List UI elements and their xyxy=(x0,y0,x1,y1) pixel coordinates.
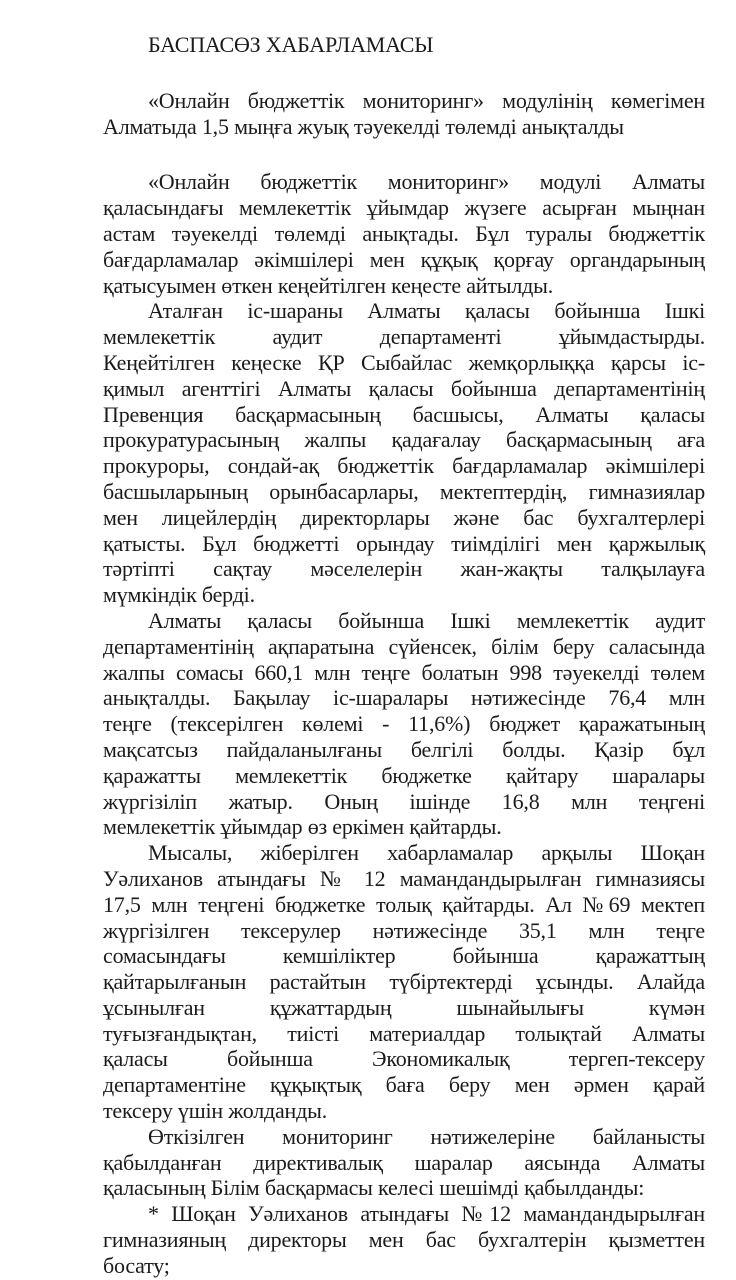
text-line: 17,5 млн теңгені бюджетке толық қайтарды. Ал №69 мектеп xyxy=(103,891,705,917)
text-line: қаражатты мемлекеттік бюджетке қайтару шаралары xyxy=(103,762,705,788)
text-line: жүргізілген тексерулер нәтижесінде 35,1 млн теңге xyxy=(103,917,705,943)
text-line: прокуратурасының жалпы қадағалау басқармасының аға xyxy=(103,427,705,453)
text-line: Алматыда 1,5 мыңға жуық тәуекелді төлемді анықталды xyxy=(103,113,624,139)
text-line: қатысуымен өткен кеңейтілген кеңесте айтылды. xyxy=(103,272,554,298)
text-line: гимназияның директоры мен бас бухгалтерін қызметтен xyxy=(103,1227,705,1253)
text-line: Превенция басқармасының басшысы, Алматы қаласы xyxy=(103,401,705,427)
text-line: қатысты. Бұл бюджетті орындау тиімділігі мен қаржылық xyxy=(103,530,705,556)
text-line: прокуроры, сондай-ақ бюджеттік бағдарламалар әкімшілері xyxy=(103,453,705,479)
text-line: жалпы сомасы 660,1 млн теңге болатын 998 тәуекелді төлем xyxy=(103,659,705,685)
paragraph xyxy=(103,608,705,840)
document-title: БАСПАСӨЗ ХАБАРЛАМАСЫ xyxy=(148,32,434,57)
text-line: жүргізіліп жатыр. Оның ішінде 16,8 млн теңгені xyxy=(103,788,705,814)
text-line: Өткізілген мониторинг нәтижелеріне байланысты xyxy=(148,1123,705,1149)
text-line: Кеңейтілген кеңеске ҚР Сыбайлас жемқорлыққа қарсы іс- xyxy=(103,349,705,375)
paragraph xyxy=(103,840,705,1124)
text-line: «Онлайн бюджеттік мониторинг» модулінің көмегімен xyxy=(148,87,705,113)
text-line: қабылданған директивалық шаралар аясында Алматы xyxy=(103,1149,705,1175)
text-line: теңге (тексерілген көлемі - 11,6%) бюджет қаражатының xyxy=(103,711,705,737)
text-line: мемлекеттік ұйымдар өз еркімен қайтарды. xyxy=(103,814,502,840)
text-line: астам тәуекелді төлемді анықтады. Бұл туралы бюджеттік xyxy=(103,220,705,246)
text-line: туғызғандықтан, тиісті материалдар толықтай Алматы xyxy=(103,1020,705,1046)
text-line: Мысалы, жіберілген хабарламалар арқылы Шоқан xyxy=(148,840,705,866)
text-line: департаментіне құқықтық баға беру мен әрмен қарай xyxy=(103,1072,705,1098)
text-line: тәртіпті сақтау мәселелерін жан-жақты талқылауға xyxy=(103,556,705,582)
text-line: Уәлиханов атындағы № 12 мамандандырылған гимназиясы xyxy=(103,865,705,891)
paragraph xyxy=(103,1201,705,1278)
text-line: Алматы қаласы бойынша Ішкі мемлекеттік аудит xyxy=(148,607,705,633)
text-line: тексеру үшін жолданды. xyxy=(103,1098,328,1124)
text-line: «Онлайн бюджеттік мониторинг» модулі Алматы xyxy=(148,169,705,195)
paragraph xyxy=(103,169,705,298)
text-line: сомасындағы кемшіліктер бойынша қаражаттың xyxy=(103,943,705,969)
document-body xyxy=(103,169,705,1278)
text-line: қаласының Білім басқармасы келесі шешімді қабылданды: xyxy=(103,1175,645,1201)
text-line: Аталған іс-шараны Алматы қаласы бойынша Ішкі xyxy=(148,298,705,324)
text-line: анықталды. Бақылау іс-шаралары нәтижесінде 76,4 млн xyxy=(103,685,705,711)
text-line: мүмкіндік берді. xyxy=(103,582,255,608)
text-line: * Шоқан Уәлиханов атындағы №12 мамандандырылған xyxy=(148,1201,705,1227)
text-line: департаментінің ақпаратына сүйенсек, білім беру саласында xyxy=(103,633,705,659)
text-line: мемлекеттік аудит департаменті ұйымдастырды. xyxy=(103,324,705,350)
text-line: қимыл агенттігі Алматы қаласы бойынша департаментінің xyxy=(103,375,705,401)
text-line: қаласы бойынша Экономикалық тергеп-тексеру xyxy=(103,1046,705,1072)
text-line: бағдарламалар әкімшілері мен құқық қорғау органдарының xyxy=(103,246,705,272)
text-line: босату; xyxy=(103,1252,170,1278)
text-line: мен лицейлердің директорлары және бас бухгалтерлері xyxy=(103,504,705,530)
text-line: мақсатсыз пайдаланылғаны белгілі болды. Қазір бұл xyxy=(103,736,705,762)
paragraph xyxy=(103,1124,705,1201)
text-line: ұсынылған құжаттардың шынайылығы күмән xyxy=(103,994,705,1020)
document-content xyxy=(103,32,705,1279)
document-subtitle xyxy=(103,88,705,140)
text-line: басшыларының орынбасарлары, мектептердің, гимназиялар xyxy=(103,478,705,504)
paragraph xyxy=(103,298,705,608)
text-line: қаласындағы мемлекеттік ұйымдар жүзеге асырған мыңнан xyxy=(103,195,705,221)
text-line: қайтарылғанын растайтын түбіртектерді ұсынды. Алайда xyxy=(103,969,705,995)
